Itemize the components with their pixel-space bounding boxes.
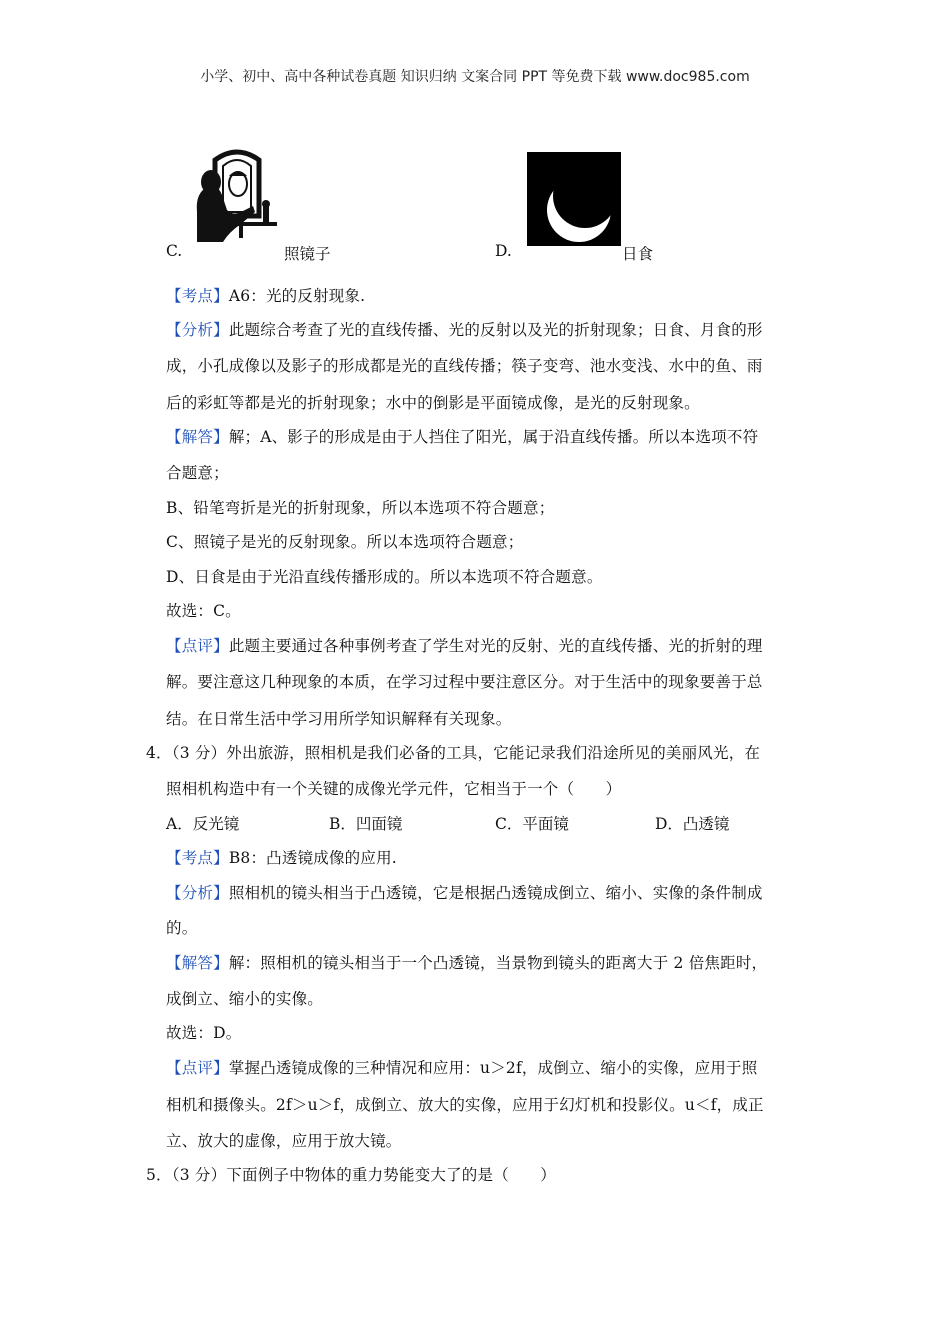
q4-option-c: C．平面镜 [495,815,569,833]
kaodian-text: A6：光的反射现象. [228,287,366,305]
q3-jieda-line-2: 合题意； [166,464,229,482]
kaodian-tag: 【考点】 [166,287,229,305]
jieda-tag: 【解答】 [166,954,229,972]
q3-kaodian [166,284,365,306]
dianping-text: 掌握凸透镜成像的三种情况和应用：u＞2f，成倒立、缩小的实像，应用于照 [228,1059,758,1077]
q3-dianping-line-2: 解。要注意这几种现象的本质，在学习过程中要注意区分。对于生活中的现象要善于总 [166,673,763,691]
kaodian-text: B8：凸透镜成像的应用. [228,849,397,867]
q3-fenxi-line-1 [166,318,763,340]
fenxi-tag: 【分析】 [166,321,229,339]
dianping-tag: 【点评】 [166,637,229,655]
q3-fenxi-line-3: 后的彩虹等都是光的折射现象；水中的倒影是平面镜成像，是光的反射现象。 [166,394,700,412]
q4-option-d: D．凸透镜 [655,815,730,833]
mirror-woman-icon [193,146,281,242]
q4-fenxi-line-1 [166,881,763,903]
q3-jieda-line-4: C、照镜子是光的反射现象。所以本选项符合题意； [166,533,524,551]
option-d-letter: D. [495,242,512,260]
q4-jieda-line-3: 故选：D。 [166,1024,242,1042]
option-d-caption: 日食 [622,245,654,263]
q4-dianping-line-2: 相机和摄像头。2f＞u＞f，成倒立、放大的实像，应用于幻灯机和投影仪。u＜f，成正 [166,1096,764,1114]
q3-dianping-line-1 [166,634,763,656]
q3-fenxi-line-2: 成，小孔成像以及影子的形成都是光的直线传播；筷子变弯、池水变浅、水中的鱼、雨 [166,357,763,375]
q4-option-a: A．反光镜 [166,815,240,833]
fenxi-tag: 【分析】 [166,884,229,902]
q4-jieda-line-1 [166,951,767,973]
jieda-text: 解；A、影子的形成是由于人挡住了阳光，属于沿直线传播。所以本选项不符 [228,428,759,446]
solar-eclipse-icon [527,152,621,246]
q4-stem-line-2: 照相机构造中有一个关键的成像光学元件，它相当于一个（ ） [166,780,622,798]
q5-stem: 5．（3 分）下面例子中物体的重力势能变大了的是（ ） [146,1166,557,1184]
option-c-caption: 照镜子 [284,245,331,263]
page-header: 小学、初中、高中各种试卷真题 知识归纳 文案合同 PPT 等免费下载 www.doc985.com [200,69,750,85]
q4-option-b: B．凹面镜 [329,815,403,833]
q4-stem-line-1: 4．（3 分）外出旅游，照相机是我们必备的工具，它能记录我们沿途所见的美丽风光，在 [146,744,761,762]
q3-jieda-line-6: 故选：C。 [166,602,241,620]
q4-kaodian [166,846,397,868]
q3-jieda-line-3: B、铅笔弯折是光的折射现象，所以本选项不符合题意； [166,499,555,517]
dianping-tag: 【点评】 [166,1059,229,1077]
q4-jieda-line-2: 成倒立、缩小的实像。 [166,990,324,1008]
option-c-letter: C. [166,242,183,260]
dianping-text: 此题主要通过各种事例考查了学生对光的反射、光的直线传播、光的折射的理 [228,637,763,655]
fenxi-text: 此题综合考查了光的直线传播、光的反射以及光的折射现象；日食、月食的形 [228,321,763,339]
q3-jieda-line-1 [166,425,758,447]
q4-dianping-line-3: 立、放大的虚像，应用于放大镜。 [166,1132,402,1150]
jieda-tag: 【解答】 [166,428,229,446]
fenxi-text: 照相机的镜头相当于凸透镜，它是根据凸透镜成倒立、缩小、实像的条件制成 [228,884,763,902]
kaodian-tag: 【考点】 [166,849,229,867]
q4-dianping-line-1 [166,1056,757,1078]
q3-dianping-line-3: 结。在日常生活中学习用所学知识解释有关现象。 [166,710,512,728]
q3-jieda-line-5: D、日食是由于光沿直线传播形成的。所以本选项不符合题意。 [166,568,603,586]
jieda-text: 解：照相机的镜头相当于一个凸透镜，当景物到镜头的距离大于 2 倍焦距时， [228,954,768,972]
q4-fenxi-line-2: 的。 [166,919,198,937]
